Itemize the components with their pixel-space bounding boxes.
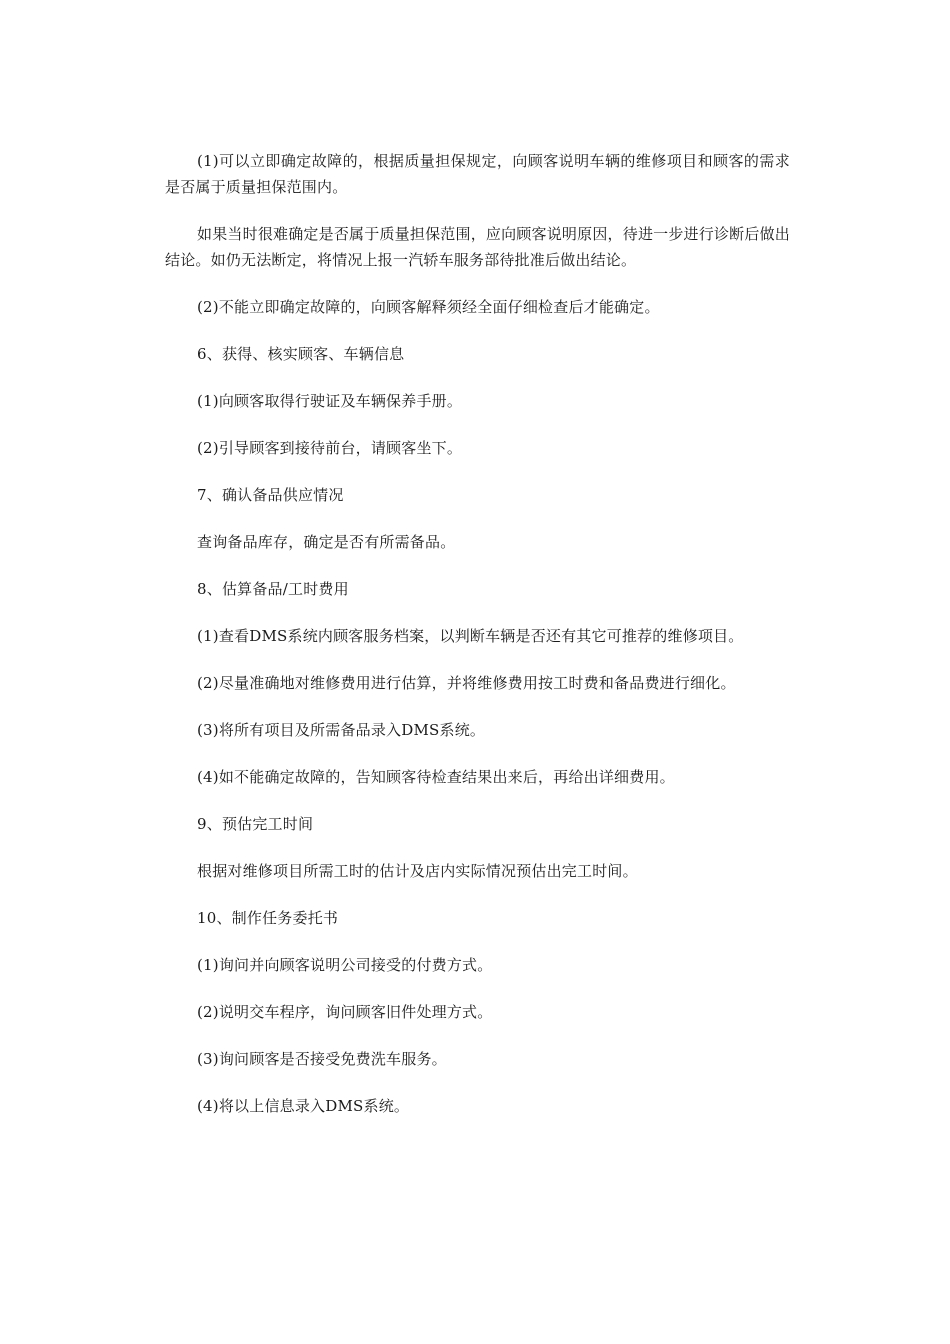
paragraph-17: (1)询问并向顾客说明公司接受的付费方式。 (197, 956, 493, 974)
paragraph-13: (4)如不能确定故障的，告知顾客待检查结果出来后，再给出详细费用。 (197, 768, 675, 786)
paragraph-8: 查询备品库存，确定是否有所需备品。 (197, 533, 456, 551)
section-heading-7: 7、确认备品供应情况 (197, 486, 344, 504)
paragraph-3: (2)不能立即确定故障的，向顾客解释须经全面仔细检查后才能确定。 (197, 298, 660, 316)
paragraph-1: (1)可以立即确定故障的，根据质量担保规定，向顾客说明车辆的维修项目和顾客的需求是否属于质量担保范围内。 (165, 152, 790, 196)
document-body (165, 148, 790, 1140)
paragraph-11: (2)尽量准确地对维修费用进行估算，并将维修费用按工时费和备品费进行细化。 (197, 674, 736, 692)
section-heading-6: 6、获得、核实顾客、车辆信息 (197, 345, 405, 363)
paragraph-20: (4)将以上信息录入DMS系统。 (197, 1097, 410, 1115)
section-heading-8: 8、估算备品/工时费用 (197, 580, 349, 598)
paragraph-5: (1)向顾客取得行驶证及车辆保养手册。 (197, 392, 463, 410)
paragraph-10: (1)查看DMS系统内顾客服务档案，以判断车辆是否还有其它可推荐的维修项目。 (197, 627, 744, 645)
paragraph-2: 如果当时很难确定是否属于质量担保范围，应向顾客说明原因，待进一步进行诊断后做出结论。如仍无法断定，将情况上报一汽轿车服务部待批准后做出结论。 (165, 225, 790, 269)
paragraph-19: (3)询问顾客是否接受免费洗车服务。 (197, 1050, 447, 1068)
section-heading-9: 9、预估完工时间 (197, 815, 314, 833)
section-heading-10: 10、制作任务委托书 (197, 909, 339, 927)
paragraph-6: (2)引导顾客到接待前台，请顾客坐下。 (197, 439, 463, 457)
paragraph-18: (2)说明交车程序，询问顾客旧件处理方式。 (197, 1003, 493, 1021)
paragraph-15: 根据对维修项目所需工时的估计及店内实际情况预估出完工时间。 (197, 862, 638, 880)
paragraph-12: (3)将所有项目及所需备品录入DMS系统。 (197, 721, 486, 739)
